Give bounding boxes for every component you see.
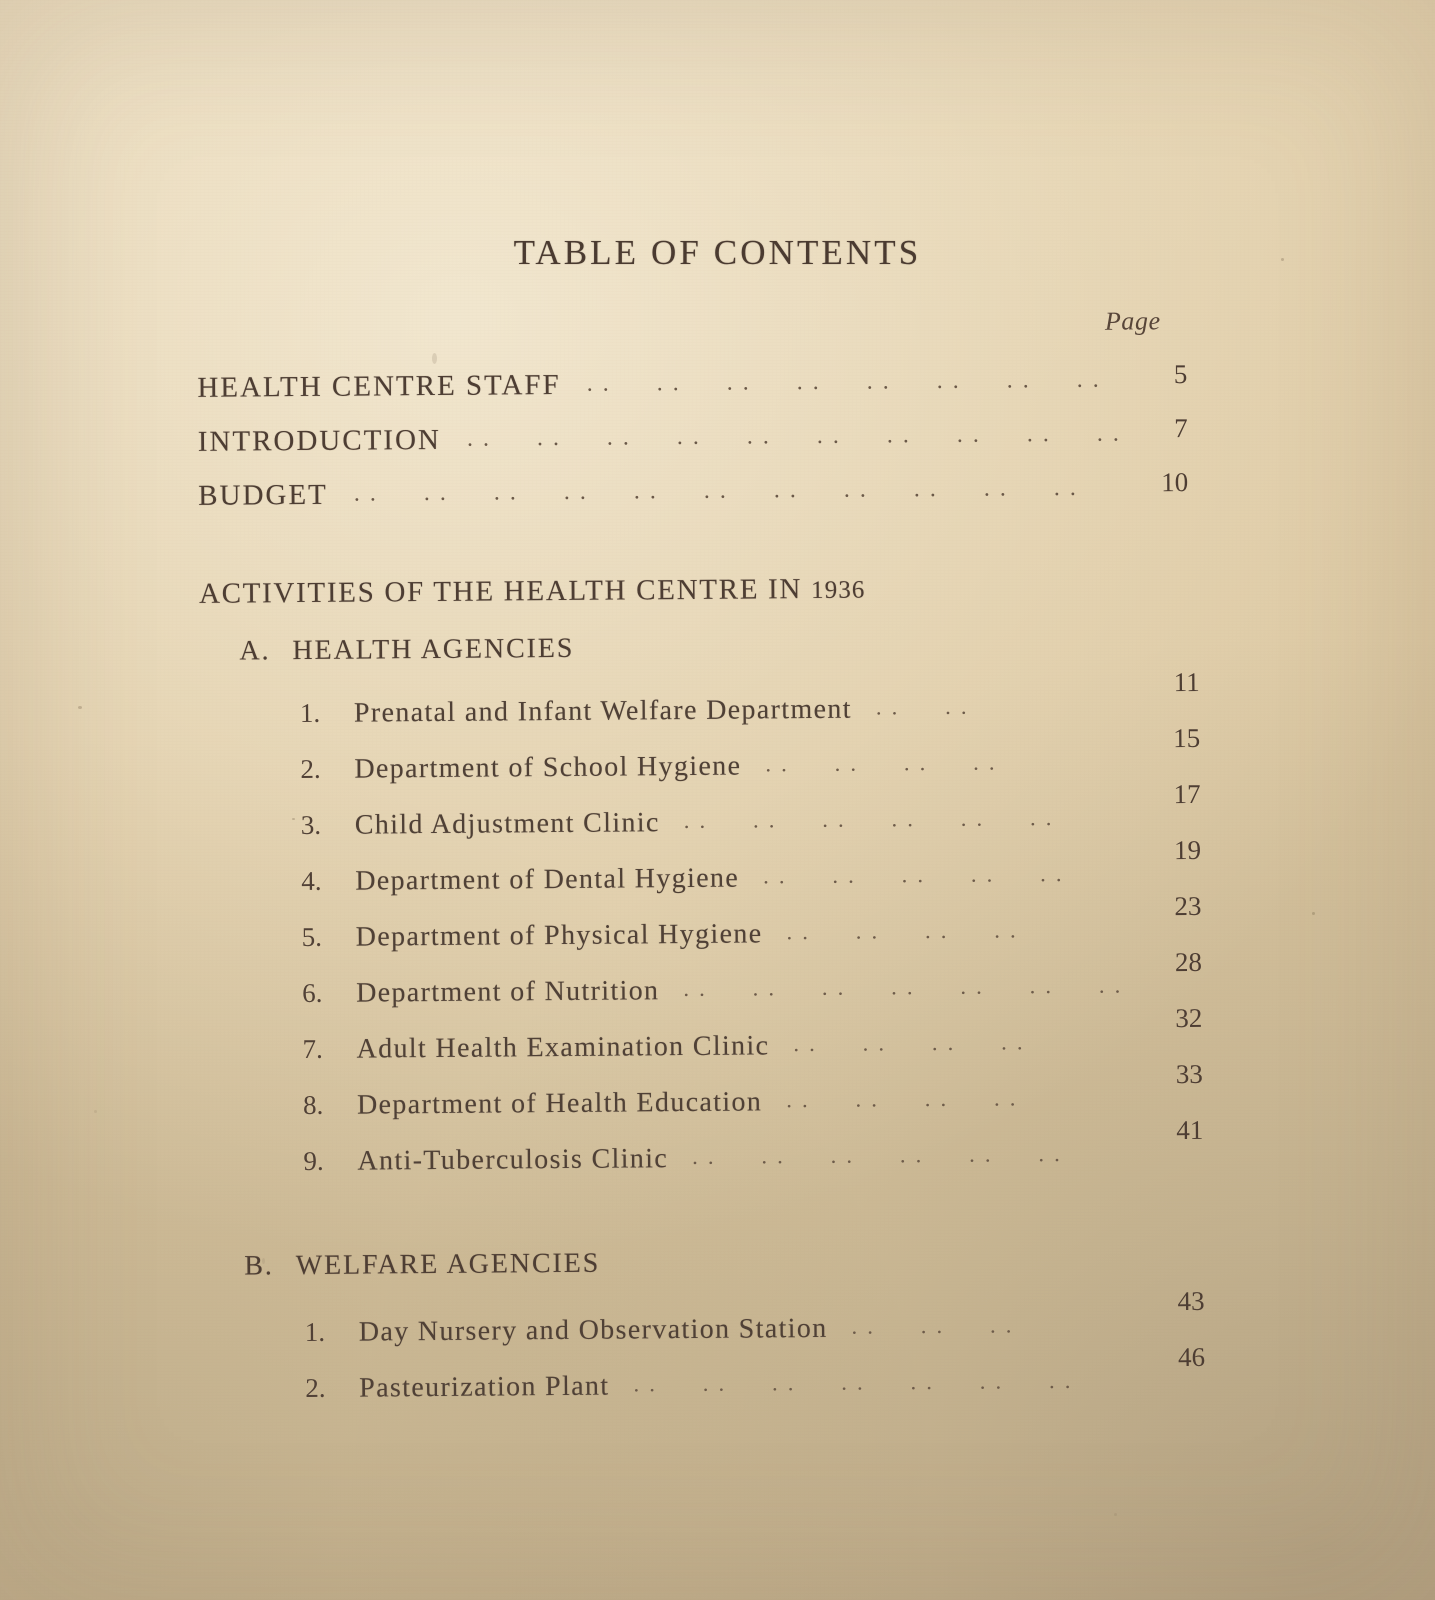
- item-number: 4.: [301, 865, 322, 897]
- toc-entry-introduction[interactable]: [197, 413, 1188, 459]
- toc-entry-page-number: 7: [1174, 413, 1188, 444]
- toc-item-a1[interactable]: [299, 666, 1200, 730]
- item-page-number: 17: [1173, 778, 1201, 810]
- item-title: Anti-Tuberculosis Clinic: [357, 1143, 669, 1177]
- item-number: 9.: [303, 1145, 324, 1177]
- leader-dots: .. .. .. .. .. .. ..: [683, 972, 1131, 1002]
- item-page-number: 19: [1173, 834, 1202, 866]
- item-page-number: 11: [1173, 666, 1200, 698]
- toc-entry-page-number: 10: [1161, 467, 1189, 498]
- item-title: Department of School Hygiene: [354, 750, 742, 785]
- leader-dots: .. .. .. .. .. ..: [691, 1140, 1070, 1169]
- leader-dots: .. .. .. .. ..: [762, 860, 1072, 889]
- leader-dots: .. .. ..: [851, 1312, 1022, 1339]
- group-heading-health-agencies: [239, 633, 574, 668]
- leader-dots: .. .. .. ..: [793, 1029, 1033, 1057]
- item-title: Adult Health Examination Clinic: [356, 1030, 770, 1065]
- section-heading-year: 1936: [810, 576, 866, 605]
- leader-dots: .. .. .. .. .. .. .. .. .. ..: [466, 420, 1129, 452]
- toc-item-b1[interactable]: [304, 1285, 1205, 1349]
- leader-dots: .. .. .. ..: [786, 1085, 1026, 1113]
- item-number: 8.: [302, 1089, 324, 1121]
- item-title: Department of Health Education: [356, 1086, 763, 1121]
- item-page-number: 43: [1177, 1285, 1205, 1317]
- item-number: 2.: [300, 753, 321, 785]
- toc-item-a4[interactable]: [301, 834, 1202, 898]
- toc-item-a3[interactable]: [300, 778, 1201, 842]
- item-page-number: 23: [1174, 890, 1202, 922]
- item-page-number: 46: [1177, 1341, 1206, 1373]
- leader-dots: .. ..: [875, 693, 977, 720]
- toc-item-a2[interactable]: [300, 722, 1201, 786]
- item-title: Department of Dental Hygiene: [355, 862, 740, 897]
- toc-entry-health-centre-staff[interactable]: [197, 359, 1188, 405]
- leader-dots: .. .. .. ..: [786, 917, 1026, 945]
- toc-entry-budget[interactable]: [198, 467, 1189, 513]
- item-number: 1.: [299, 697, 321, 729]
- toc-entry-label: HEALTH CENTRE STAFF: [197, 368, 561, 404]
- group-title: WELFARE AGENCIES: [295, 1247, 601, 1282]
- item-number: 2.: [305, 1372, 326, 1404]
- page-title: TABLE OF CONTENTS: [513, 233, 922, 272]
- group-title: HEALTH AGENCIES: [292, 632, 575, 667]
- item-title: Prenatal and Infant Welfare Department: [353, 693, 852, 729]
- toc-entry-page-number: 5: [1173, 359, 1188, 390]
- toc-entry-label: BUDGET: [198, 478, 328, 512]
- item-number: 1.: [304, 1316, 326, 1348]
- toc-item-a6[interactable]: [302, 946, 1203, 1010]
- item-title: Department of Nutrition: [356, 975, 660, 1009]
- leader-dots: .. .. .. .. .. ..: [683, 805, 1062, 834]
- item-page-number: 41: [1176, 1114, 1204, 1146]
- group-heading-welfare-agencies: [244, 1248, 600, 1283]
- toc-item-a9[interactable]: [303, 1114, 1204, 1178]
- leader-dots: .. .. .. .. .. .. ..: [633, 1367, 1081, 1397]
- page-column-caption: Page: [1104, 306, 1161, 336]
- item-page-number: 15: [1173, 722, 1201, 754]
- item-title: Pasteurization Plant: [359, 1370, 610, 1404]
- toc-item-b2[interactable]: [305, 1341, 1206, 1405]
- group-letter: A.: [239, 635, 271, 667]
- item-page-number: 28: [1174, 946, 1203, 978]
- toc-item-a8[interactable]: [302, 1058, 1203, 1122]
- item-title: Day Nursery and Observation Station: [358, 1312, 828, 1348]
- group-letter: B.: [244, 1250, 274, 1282]
- leader-dots: .. .. .. ..: [765, 749, 1005, 777]
- toc-entry-label: INTRODUCTION: [197, 423, 442, 458]
- section-heading-activities: [199, 573, 866, 611]
- section-heading-text: ACTIVITIES OF THE HEALTH CENTRE IN: [198, 573, 803, 610]
- item-number: 7.: [302, 1033, 323, 1065]
- item-number: 3.: [300, 809, 322, 841]
- item-title: Child Adjustment Clinic: [354, 807, 660, 841]
- item-page-number: 32: [1175, 1002, 1203, 1034]
- toc-item-a7[interactable]: [302, 1002, 1203, 1066]
- item-number: 6.: [302, 977, 323, 1009]
- leader-dots: .. .. .. .. .. .. .. ..: [586, 366, 1109, 397]
- leader-dots: .. .. .. .. .. .. .. .. .. .. ..: [353, 474, 1086, 507]
- item-page-number: 33: [1175, 1058, 1203, 1090]
- toc-item-a5[interactable]: [301, 890, 1202, 954]
- item-number: 5.: [301, 921, 323, 953]
- item-title: Department of Physical Hygiene: [355, 918, 763, 953]
